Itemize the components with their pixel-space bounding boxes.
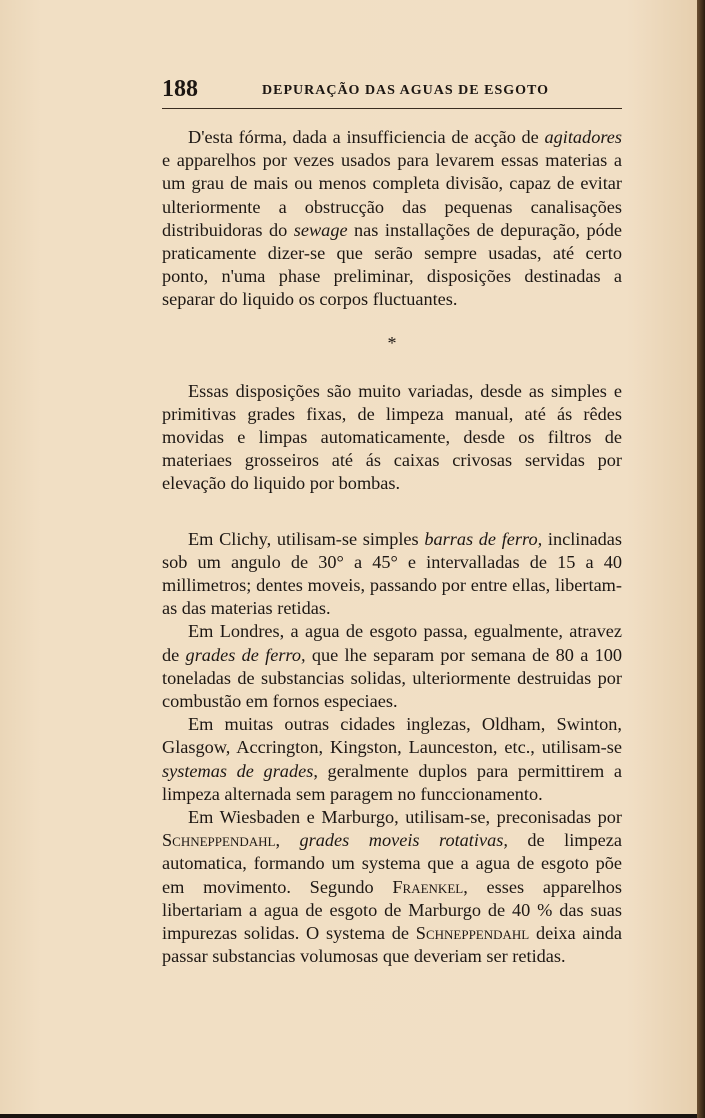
text-run: nas installações de depuração, póde praticamente dizer-se que serão sempre usadas, até certo ponto, n'uma phase preliminar, disposições destinadas a separar do liquido os corpos fluctuantes. <box>162 219 622 310</box>
italic-term: grades moveis rotativas, <box>299 830 508 851</box>
italic-term: barras de ferro, <box>424 528 543 549</box>
text-run: e apparelhos por vezes usados para levarem essas materias a um grau de mais ou menos completa divisão, capaz de evitar ulteriormente a obstrucção das pequenas canalisações distribuidoras do <box>162 150 622 240</box>
text-run: , <box>275 830 300 851</box>
text-run: inclinadas sob um angulo de 30° a 45° e intervalladas de 15 a 40 millimetros; dentes moveis, passando por entre ellas, libertam-as das materias retidas. <box>162 528 622 619</box>
author-name: Schneppendahl <box>162 830 276 851</box>
italic-term: sewage <box>293 219 348 240</box>
paragraph <box>162 528 622 621</box>
paragraph <box>162 126 622 312</box>
paragraph <box>162 713 622 806</box>
text-run: de limpeza automatica, formando um systema que a agua de esgoto põe em movimento. Segundo <box>162 830 622 897</box>
author-name: Fraenkel <box>392 876 464 897</box>
author-name: Schneppendahl <box>415 923 530 944</box>
text-run: Em muitas outras cidades inglezas, Oldham, Swinton, Glasgow, Accrington, Kingston, Launceston, etc., utilisam-se <box>162 714 622 758</box>
paragraph <box>162 620 622 713</box>
section-separator: * <box>387 332 397 353</box>
body-text <box>162 126 622 969</box>
italic-term: grades de ferro, <box>185 644 306 665</box>
paragraph: Essas disposições são muito variadas, desde as simples e primitivas grades fixas, de limpeza manual, até ás rêdes movidas e limpas automaticamente, desde os filtros de materiaes grosseiros até ás caixas crivosas servidas por elevação do liquido por bombas. <box>162 380 622 494</box>
italic-term: agitadores <box>544 127 622 147</box>
paragraph <box>162 806 622 968</box>
text-run: deixa ainda passar substancias volumosas que deveriam ser retidas. <box>162 923 622 967</box>
text-run: D'esta fórma, dada a insufficiencia de acção de <box>188 127 545 147</box>
text-run: , esses apparelhos libertariam a agua de esgoto de Marburgo de 40 % das suas impurezas solidas. O systema de <box>162 876 623 944</box>
page-header <box>162 76 622 106</box>
text-run: , geralmente duplos para permittirem a limpeza alternada sem paragem no funccionamento. <box>162 760 622 804</box>
text-run: Em Londres, a agua de esgoto passa, egualmente, atravez de <box>162 621 622 665</box>
page-edge <box>697 0 705 1118</box>
text-run: Em Clichy, utilisam-se simples <box>188 528 425 549</box>
header-rule <box>162 108 622 109</box>
text-run: Em Wiesbaden e Marburgo, utilisam-se, preconisadas por <box>188 807 622 828</box>
italic-term: systemas de grades <box>162 760 314 781</box>
text-run: que lhe separam por semana de 80 a 100 toneladas de substancias solidas, ulteriormente destruidas por combustão em fornos especiaes. <box>162 644 623 712</box>
paragraph-gap <box>162 496 622 528</box>
running-title: DEPURAÇÃO DAS AGUAS DE ESGOTO <box>262 83 550 98</box>
page-number: 188 <box>162 76 198 102</box>
